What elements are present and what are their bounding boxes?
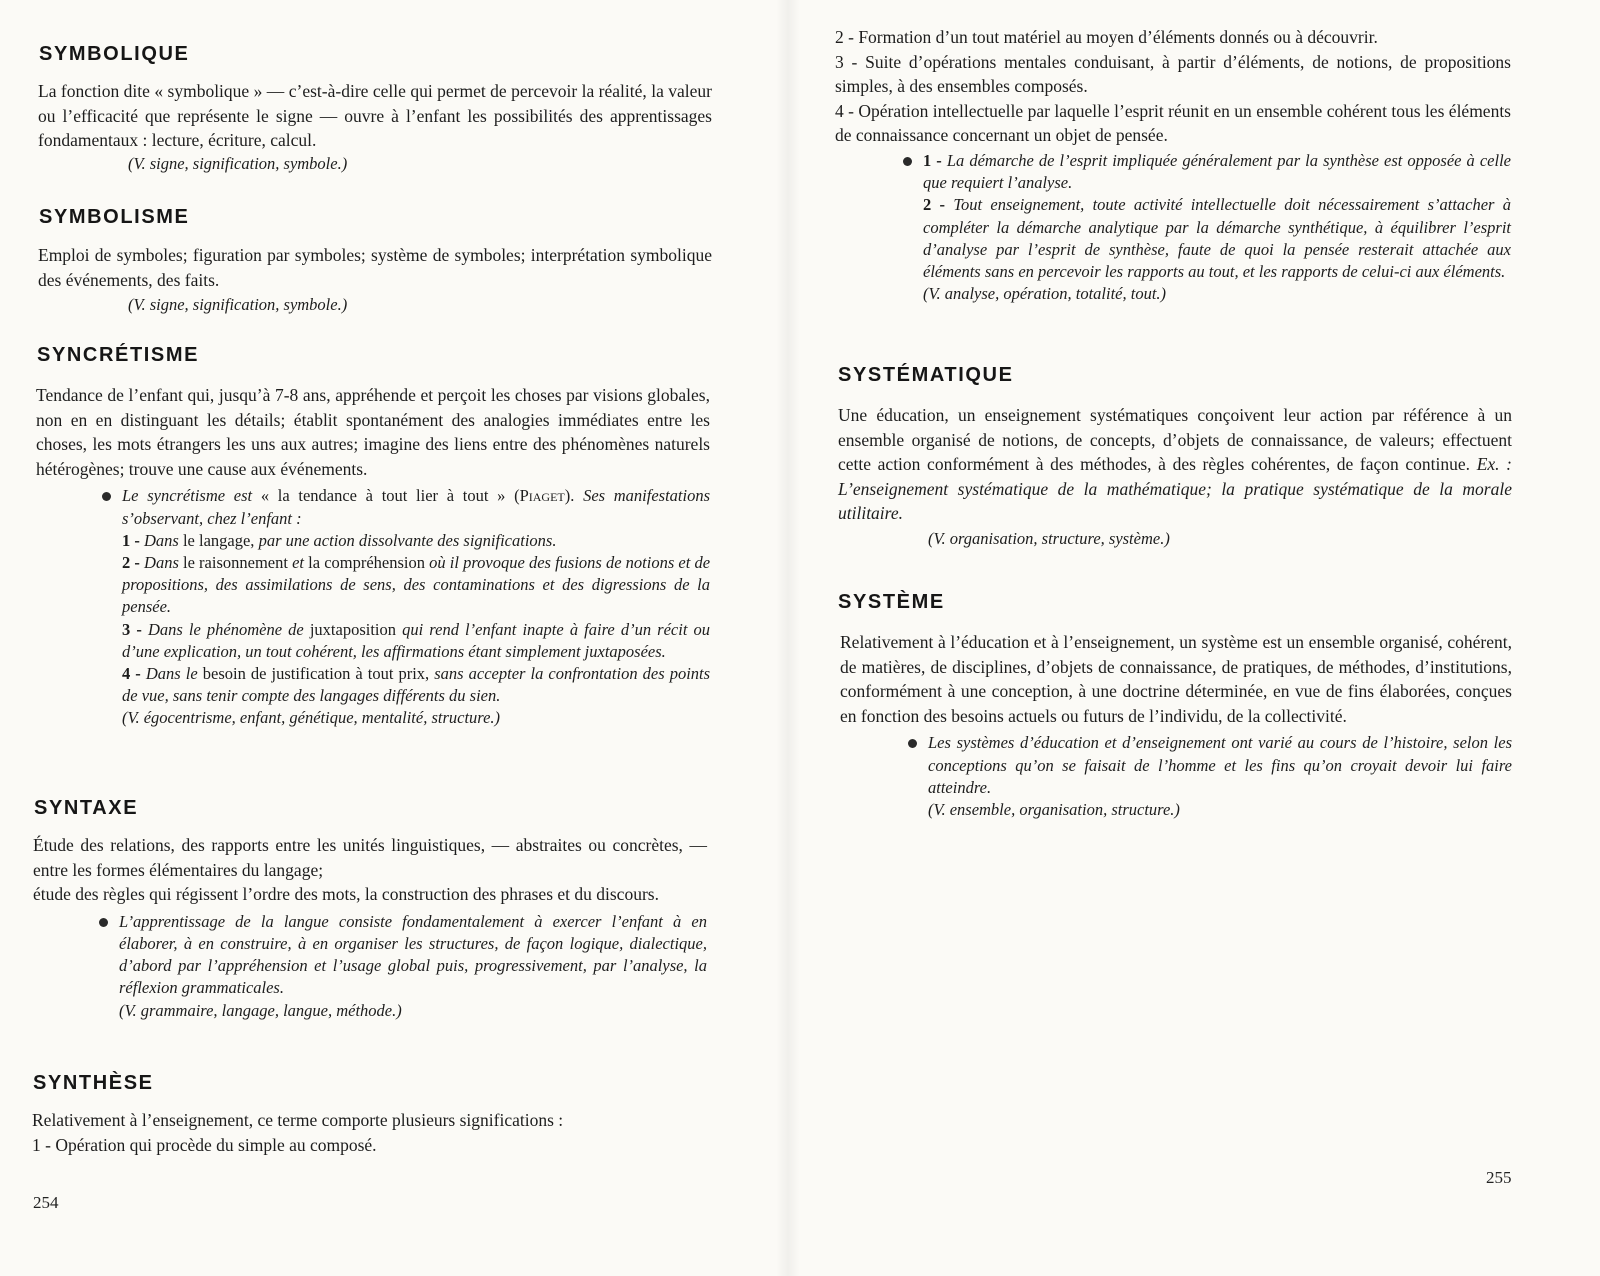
bullet-icon (903, 157, 912, 166)
entry-syntaxe (33, 833, 707, 1022)
item-keyword: la compréhension (308, 552, 426, 572)
cross-reference-synthese: (V. analyse, opération, totalité, tout.) (923, 284, 1167, 304)
synthese-intro: Relativement à l’enseignement, ce terme comporte plusieurs significations : (32, 1110, 564, 1130)
headword-symbolique: SYMBOLIQUE (39, 43, 190, 65)
item-number: 1 - (122, 530, 140, 550)
headword-symbolisme: SYMBOLISME (39, 206, 190, 228)
author-name: (Piaget). (514, 486, 575, 506)
cross-reference-systeme: (V. ensemble, organisation, structure.) (928, 799, 1180, 819)
cross-reference-syncretisme: (V. égocentrisme, enfant, génétique, mentalité, structure.) (122, 708, 501, 728)
definition-text: Une éducation, un enseignement systématiques conçoivent leur action par référence à un ensemble organisé de notions, de concepts, d’objets de connaissance, de valeurs; effectuent cette action conformément à des méthodes, à des règles cohérentes, de façon continue. (838, 405, 1512, 475)
item-text: Dans (144, 552, 179, 572)
cross-reference-symbolisme: (V. signe, signification, symbole.) (128, 295, 348, 315)
definition-syntaxe-1: Étude des relations, des rapports entre les unités linguistiques, — abstraites ou concrètes, — entre les formes élémentaires du langage; (33, 835, 707, 880)
entry-systeme (840, 630, 1512, 821)
item-text: qui rend l’enfant inapte à faire d’un récit ou d’une explication, un tout cohérent, les affirmations étant simplement juxtaposées. (122, 619, 711, 661)
item-keyword: besoin de justification à tout prix, (202, 664, 430, 683)
item-number: 1 - (923, 150, 942, 170)
headword-syncretisme: SYNCRÉTISME (37, 344, 200, 366)
item-number: 2 - (923, 195, 946, 215)
bullet-icon (99, 918, 108, 927)
synthese-definition-1: 1 - Opération qui procède du simple au composé. (32, 1134, 377, 1155)
item-text: Dans le phénomène de (147, 619, 304, 639)
bullet-icon (908, 739, 917, 748)
definition-symbolisme: Emploi de symboles; figuration par symboles; système de symboles; interprétation symbolique des événements, des faits. (38, 245, 712, 290)
piaget-quote: « la tendance à tout lier à tout » (260, 486, 506, 506)
note-syncretisme (122, 485, 710, 729)
example-text: Ex. : L’enseignement systématique de la mathématique; la pratique systématique de la morale utilitaire. (838, 454, 1512, 524)
entry-symbolisme (38, 243, 712, 316)
item-text: par une action dissolvante des significations. (258, 530, 557, 550)
synthese-definition-2: 2 - Formation d’un tout matériel au moyen d’éléments donnés ou à découvrir. (835, 27, 1378, 47)
cross-reference-symbolique: (V. signe, signification, symbole.) (128, 153, 348, 173)
item-number: 2 - (122, 552, 140, 572)
left-page (0, 0, 790, 1276)
item-keyword: juxtaposition (309, 619, 397, 639)
entry-synthese-continued (835, 25, 1511, 305)
note-systeme (928, 732, 1512, 821)
note-text: Le syncrétisme est (122, 486, 253, 506)
manifestation-2 (122, 552, 710, 619)
right-page (800, 0, 1600, 1276)
entry-systematique (838, 403, 1512, 550)
synthese-note-2 (923, 194, 1511, 283)
note-synthese (923, 150, 1511, 305)
page-number-right: 255 (1486, 1168, 1512, 1187)
cross-reference-syntaxe: (V. grammaire, langage, langue, méthode.) (119, 1000, 402, 1020)
entry-synthese (32, 1108, 712, 1157)
manifestation-1 (122, 530, 710, 552)
manifestation-3 (122, 619, 710, 663)
note-text: La démarche de l’esprit impliquée généralement par la synthèse est opposée à celle que requiert l’analyse. (923, 150, 1511, 193)
item-text: et (292, 552, 305, 572)
definition-systeme: Relativement à l’éducation et à l’enseignement, un système est un ensemble organisé, cohérent, de matières, de disciplines, d’objets de connaissance, de pratiques, de méthodes, d’institutions, conformément à une conception, à une doctrine déterminée, en vue de fins élaborées, conçues en fonction des besoins actuels ou futurs de l’individu, de la collectivité. (840, 632, 1512, 726)
item-text: où il provoque des fusions de notions et de propositions, des assimilations de sens, des contaminations et des digressions de la pensée. (122, 552, 711, 617)
item-text: sans accepter la confrontation des points de vue, sans tenir compte des langages différents du sien. (122, 664, 711, 706)
definition-symbolique: La fonction dite « symbolique » — c’est-à-dire celle qui permet de percevoir la réalité, la valeur ou l’efficacité que représente le signe — ouvre à l’enfant les possibilités des apprentissages fondamentaux : lecture, écriture, calcul. (38, 81, 712, 151)
item-keyword: le langage, (182, 530, 255, 550)
item-text: Dans le (145, 664, 198, 683)
headword-syntaxe: SYNTAXE (34, 797, 139, 819)
item-text: Dans (144, 530, 179, 550)
definition-systematique (838, 403, 1512, 526)
headword-systematique: SYSTÉMATIQUE (838, 364, 1014, 386)
definition-syntaxe-2: étude des règles qui régissent l’ordre des mots, la construction des phrases et du discours. (33, 884, 659, 905)
item-keyword: le raisonnement (183, 552, 288, 572)
headword-systeme: SYSTÈME (838, 591, 945, 613)
synthese-definition-4: 4 - Opération intellectuelle par laquelle l’esprit réunit en un ensemble cohérent tous les éléments de connaissance concernant un objet de pensée. (835, 100, 1511, 146)
note-syntaxe (119, 911, 707, 1022)
page-number-left: 254 (33, 1193, 59, 1212)
note-text: L’apprentissage de la langue consiste fondamentalement à exercer l’enfant à en élaborer, à en construire, à en organiser les structures, de façon logique, dialectique, d’abord par l’appréhension et l’usage global puis, progressivement, par l’analyse, la réflexion grammaticales. (119, 911, 707, 998)
note-text: Les systèmes d’éducation et d’enseignement ont varié au cours de l’histoire, selon les conceptions qu’on se faisait de l’homme et les fins qu’on croyait devoir lui faire atteindre. (928, 733, 1512, 797)
headword-synthese: SYNTHÈSE (33, 1072, 154, 1094)
manifestation-4 (122, 663, 710, 707)
synthese-note-1 (923, 150, 1511, 194)
cross-reference-systematique: (V. organisation, structure, système.) (928, 528, 1170, 548)
synthese-definition-3: 3 - Suite d’opérations mentales conduisant, à partir d’éléments, de notions, de propositions simples, à des ensembles composés. (835, 51, 1511, 97)
entry-syncretisme (36, 383, 710, 729)
note-text: Tout enseignement, toute activité intellectuelle doit nécessairement s’attacher à compléter la démarche analytique par la démarche synthétique, à équilibrer l’esprit d’analyse par l’esprit de synthèse, faute de quoi la pensée resterait attachée aux éléments sans en percevoir les rapports au tout, et les rapports de celui-ci aux éléments. (923, 195, 1512, 281)
bullet-icon (102, 492, 111, 501)
note-text: Ses manifestations s’observant, chez l’enfant : (122, 486, 711, 528)
definition-syncretisme: Tendance de l’enfant qui, jusqu’à 7-8 ans, appréhende et perçoit les choses par visions globales, non en en distinguant les détails; établit spontanément des analogies immédiates entre les choses, les mots étrangers les uns aux autres; imagine des liens entre des phénomènes naturels hétérogènes; trouve une cause aux événements. (36, 385, 710, 479)
item-number: 4 - (122, 664, 141, 683)
entry-symbolique (38, 79, 712, 175)
item-number: 3 - (122, 619, 142, 639)
